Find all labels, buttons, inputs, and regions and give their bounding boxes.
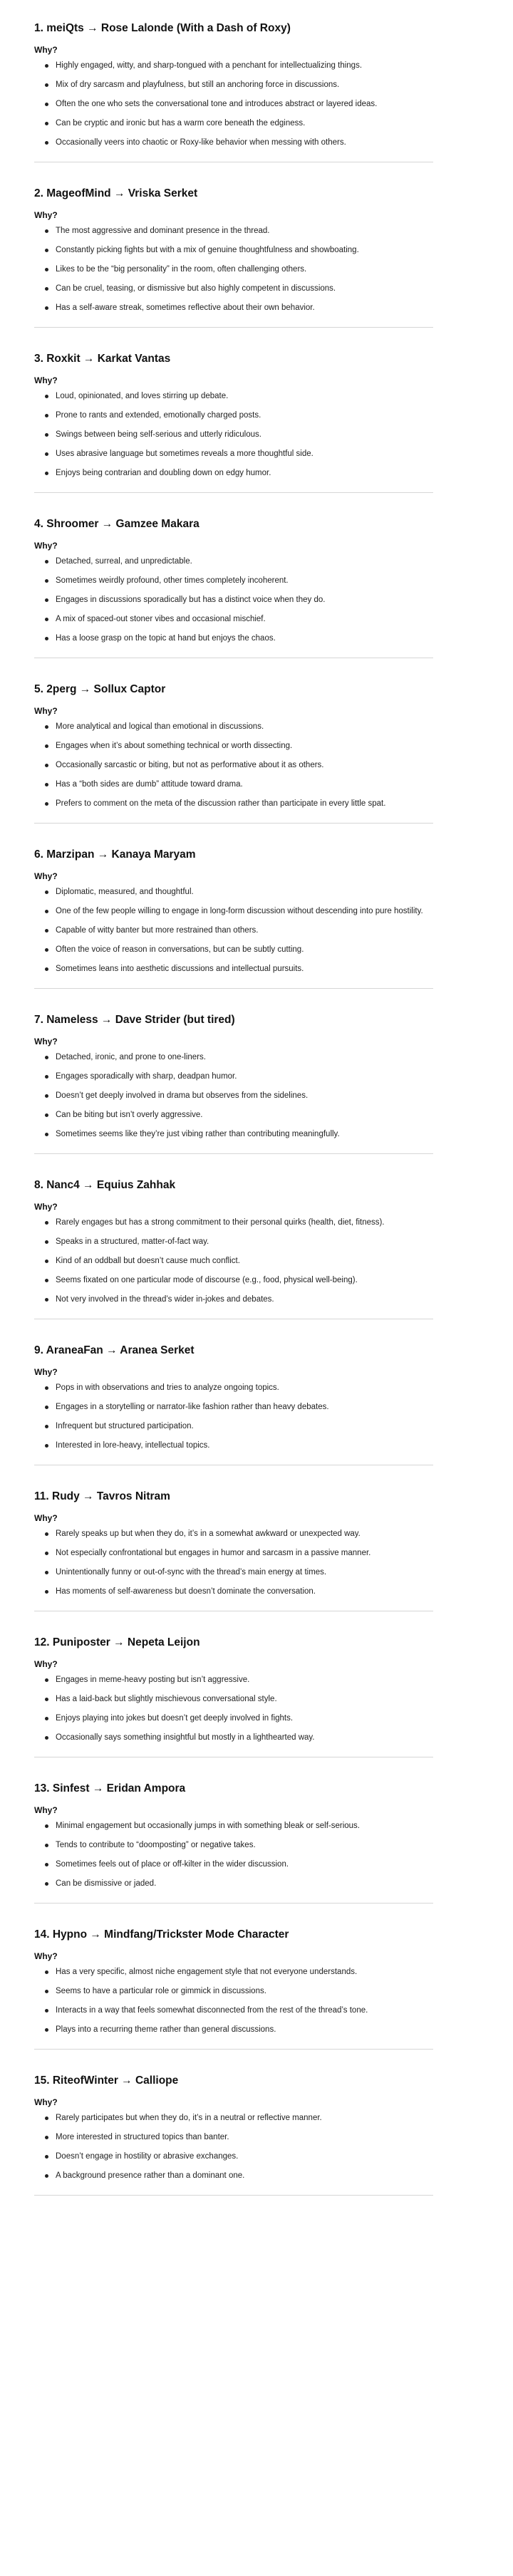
list-item: Constantly picking fights but with a mix of genuine thoughtfulness and showboating. <box>56 244 433 256</box>
list-item: Has moments of self-awareness but doesn’t dominate the conversation. <box>56 1586 433 1598</box>
list-item: Engages in discussions sporadically but has a distinct voice when they do. <box>56 594 433 606</box>
why-label: Why? <box>34 1037 58 1046</box>
character-section <box>34 352 433 493</box>
list-item: Sometimes seems like they’re just vibing rather than contributing meaningfully. <box>56 1128 433 1141</box>
section-title: 7. Nameless → Dave Strider (but tired) <box>34 1014 235 1026</box>
why-label: Why? <box>34 210 58 220</box>
list-item: Detached, ironic, and prone to one-liners. <box>56 1051 433 1064</box>
why-label: Why? <box>34 871 58 881</box>
list-item: Tends to contribute to “doomposting” or negative takes. <box>56 1839 433 1852</box>
list-item: Uses abrasive language but sometimes reveals a more thoughtful side. <box>56 448 433 460</box>
reason-list <box>34 1051 433 1141</box>
character-section <box>34 1013 433 1154</box>
section-divider <box>34 2049 433 2050</box>
reason-list <box>34 225 433 314</box>
list-item: Not especially confrontational but engages in humor and sarcasm in a passive manner. <box>56 1547 433 1559</box>
reason-list <box>34 1382 433 1452</box>
character-section <box>34 1490 433 1611</box>
list-item: Prefers to comment on the meta of the discussion rather than participate in every little spat. <box>56 798 433 810</box>
list-item: Diplomatic, measured, and thoughtful. <box>56 886 433 898</box>
section-title: 9. AraneaFan → Aranea Serket <box>34 1344 195 1356</box>
list-item: Engages in a storytelling or narrator-like fashion rather than heavy debates. <box>56 1401 433 1413</box>
why-label: Why? <box>34 375 58 385</box>
list-item: Rarely engages but has a strong commitment to their personal quirks (health, diet, fitness). <box>56 1217 433 1229</box>
why-label: Why? <box>34 1805 58 1815</box>
list-item: Has a very specific, almost niche engagement style that not everyone understands. <box>56 1966 433 1978</box>
reason-list <box>34 1674 433 1744</box>
reason-list <box>34 1820 433 1890</box>
why-label: Why? <box>34 45 58 55</box>
list-item: Loud, opinionated, and loves stirring up debate. <box>56 390 433 402</box>
list-item: Engages sporadically with sharp, deadpan humor. <box>56 1071 433 1083</box>
section-title: 15. RiteofWinter → Calliope <box>34 2074 179 2087</box>
why-label: Why? <box>34 706 58 716</box>
list-item: Can be dismissive or jaded. <box>56 1878 433 1890</box>
reason-list <box>34 721 433 810</box>
character-section <box>34 682 433 824</box>
section-title: 4. Shroomer → Gamzee Makara <box>34 518 200 530</box>
reason-list <box>34 556 433 645</box>
character-section <box>34 1344 433 1465</box>
list-item: Not very involved in the thread’s wider in-jokes and debates. <box>56 1294 433 1306</box>
list-item: Often the voice of reason in conversations, but can be subtly cutting. <box>56 944 433 956</box>
character-section <box>34 1178 433 1319</box>
list-item: Engages when it’s about something technical or worth dissecting. <box>56 740 433 752</box>
list-item: Has a laid-back but slightly mischievous conversational style. <box>56 1693 433 1705</box>
section-title: 2. MageofMind → Vriska Serket <box>34 187 198 199</box>
section-divider <box>34 988 433 989</box>
section-divider <box>34 823 433 824</box>
list-item: One of the few people willing to engage in long-form discussion without descending into pure hostility. <box>56 905 433 918</box>
why-label: Why? <box>34 1951 58 1961</box>
list-item: Has a self-aware streak, sometimes reflective about their own behavior. <box>56 302 433 314</box>
list-item: Doesn’t engage in hostility or abrasive exchanges. <box>56 2151 433 2163</box>
section-divider <box>34 1153 433 1154</box>
section-title: 14. Hypno → Mindfang/Trickster Mode Character <box>34 1928 289 1941</box>
why-label: Why? <box>34 1367 58 1377</box>
list-item: More analytical and logical than emotional in discussions. <box>56 721 433 733</box>
list-item: Kind of an oddball but doesn’t cause much conflict. <box>56 1255 433 1267</box>
section-divider <box>34 492 433 493</box>
list-item: Rarely participates but when they do, it’s in a neutral or reflective manner. <box>56 2112 433 2124</box>
list-item: Occasionally says something insightful but mostly in a lighthearted way. <box>56 1732 433 1744</box>
list-item: Rarely speaks up but when they do, it’s in a somewhat awkward or unexpected way. <box>56 1528 433 1540</box>
reason-list <box>34 60 433 149</box>
list-item: Prone to rants and extended, emotionally charged posts. <box>56 410 433 422</box>
character-section <box>34 1782 433 1904</box>
reason-list <box>34 1528 433 1598</box>
section-title: 12. Puniposter → Nepeta Leijon <box>34 1636 200 1648</box>
character-section <box>34 21 433 162</box>
list-item: Highly engaged, witty, and sharp-tongued with a penchant for intellectualizing things. <box>56 60 433 72</box>
section-title: 13. Sinfest → Eridan Ampora <box>34 1782 186 1795</box>
list-item: More interested in structured topics than banter. <box>56 2131 433 2144</box>
list-item: Has a loose grasp on the topic at hand but enjoys the chaos. <box>56 633 433 645</box>
why-label: Why? <box>34 2097 58 2107</box>
section-title: 1. meiQts → Rose Lalonde (With a Dash of Roxy) <box>34 22 291 34</box>
list-item: Can be cruel, teasing, or dismissive but also highly competent in discussions. <box>56 283 433 295</box>
list-item: Capable of witty banter but more restrained than others. <box>56 925 433 937</box>
list-item: Unintentionally funny or out-of-sync with the thread’s main energy at times. <box>56 1567 433 1579</box>
list-item: Pops in with observations and tries to analyze ongoing topics. <box>56 1382 433 1394</box>
reason-list <box>34 2112 433 2182</box>
list-item: Interacts in a way that feels somewhat disconnected from the rest of the thread’s tone. <box>56 2005 433 2017</box>
list-item: Sometimes feels out of place or off-kilter in the wider discussion. <box>56 1859 433 1871</box>
character-section <box>34 517 433 658</box>
character-section <box>34 187 433 328</box>
section-title: 5. 2perg → Sollux Captor <box>34 683 166 695</box>
list-item: Sometimes leans into aesthetic discussions and intellectual pursuits. <box>56 963 433 975</box>
list-item: Can be biting but isn’t overly aggressive. <box>56 1109 433 1121</box>
reason-list <box>34 390 433 479</box>
list-item: Minimal engagement but occasionally jumps in with something bleak or self-serious. <box>56 1820 433 1832</box>
reason-list <box>34 886 433 975</box>
list-item: The most aggressive and dominant presence in the thread. <box>56 225 433 237</box>
why-label: Why? <box>34 1202 58 1212</box>
character-section <box>34 1928 433 2050</box>
list-item: Enjoys playing into jokes but doesn’t get deeply involved in fights. <box>56 1713 433 1725</box>
section-divider <box>34 327 433 328</box>
list-item: Interested in lore-heavy, intellectual topics. <box>56 1440 433 1452</box>
section-title: 8. Nanc4 → Equius Zahhak <box>34 1179 176 1191</box>
section-title: 6. Marzipan → Kanaya Maryam <box>34 848 196 861</box>
list-item: Detached, surreal, and unpredictable. <box>56 556 433 568</box>
list-item: Sometimes weirdly profound, other times completely incoherent. <box>56 575 433 587</box>
list-item: Doesn’t get deeply involved in drama but observes from the sidelines. <box>56 1090 433 1102</box>
list-item: Plays into a recurring theme rather than general discussions. <box>56 2024 433 2036</box>
list-item: Occasionally veers into chaotic or Roxy-like behavior when messing with others. <box>56 137 433 149</box>
list-item: Has a “both sides are dumb” attitude toward drama. <box>56 779 433 791</box>
list-item: Often the one who sets the conversational tone and introduces abstract or layered ideas. <box>56 98 433 110</box>
section-title: 3. Roxkit → Karkat Vantas <box>34 353 171 365</box>
list-item: Seems to have a particular role or gimmick in discussions. <box>56 1985 433 1998</box>
list-item: Infrequent but structured participation. <box>56 1421 433 1433</box>
section-divider <box>34 1903 433 1904</box>
section-divider <box>34 2195 433 2196</box>
list-item: Can be cryptic and ironic but has a warm core beneath the edginess. <box>56 118 433 130</box>
list-item: Mix of dry sarcasm and playfulness, but still an anchoring force in discussions. <box>56 79 433 91</box>
list-item: Seems fixated on one particular mode of discourse (e.g., food, physical well-being). <box>56 1274 433 1287</box>
list-item: Speaks in a structured, matter-of-fact way. <box>56 1236 433 1248</box>
list-item: Occasionally sarcastic or biting, but not as performative about it as others. <box>56 759 433 772</box>
reason-list <box>34 1966 433 2036</box>
why-label: Why? <box>34 1659 58 1669</box>
list-item: Swings between being self-serious and utterly ridiculous. <box>56 429 433 441</box>
why-label: Why? <box>34 1513 58 1523</box>
list-item: Likes to be the “big personality” in the room, often challenging others. <box>56 264 433 276</box>
reason-list <box>34 1217 433 1306</box>
character-section <box>34 2074 433 2196</box>
why-label: Why? <box>34 541 58 551</box>
list-item: Enjoys being contrarian and doubling down on edgy humor. <box>56 467 433 479</box>
list-item: A mix of spaced-out stoner vibes and occasional mischief. <box>56 613 433 625</box>
section-title: 11. Rudy → Tavros Nitram <box>34 1490 170 1502</box>
character-section <box>34 1636 433 1757</box>
list-item: A background presence rather than a dominant one. <box>56 2170 433 2182</box>
list-item: Engages in meme-heavy posting but isn’t aggressive. <box>56 1674 433 1686</box>
character-section <box>34 848 433 989</box>
